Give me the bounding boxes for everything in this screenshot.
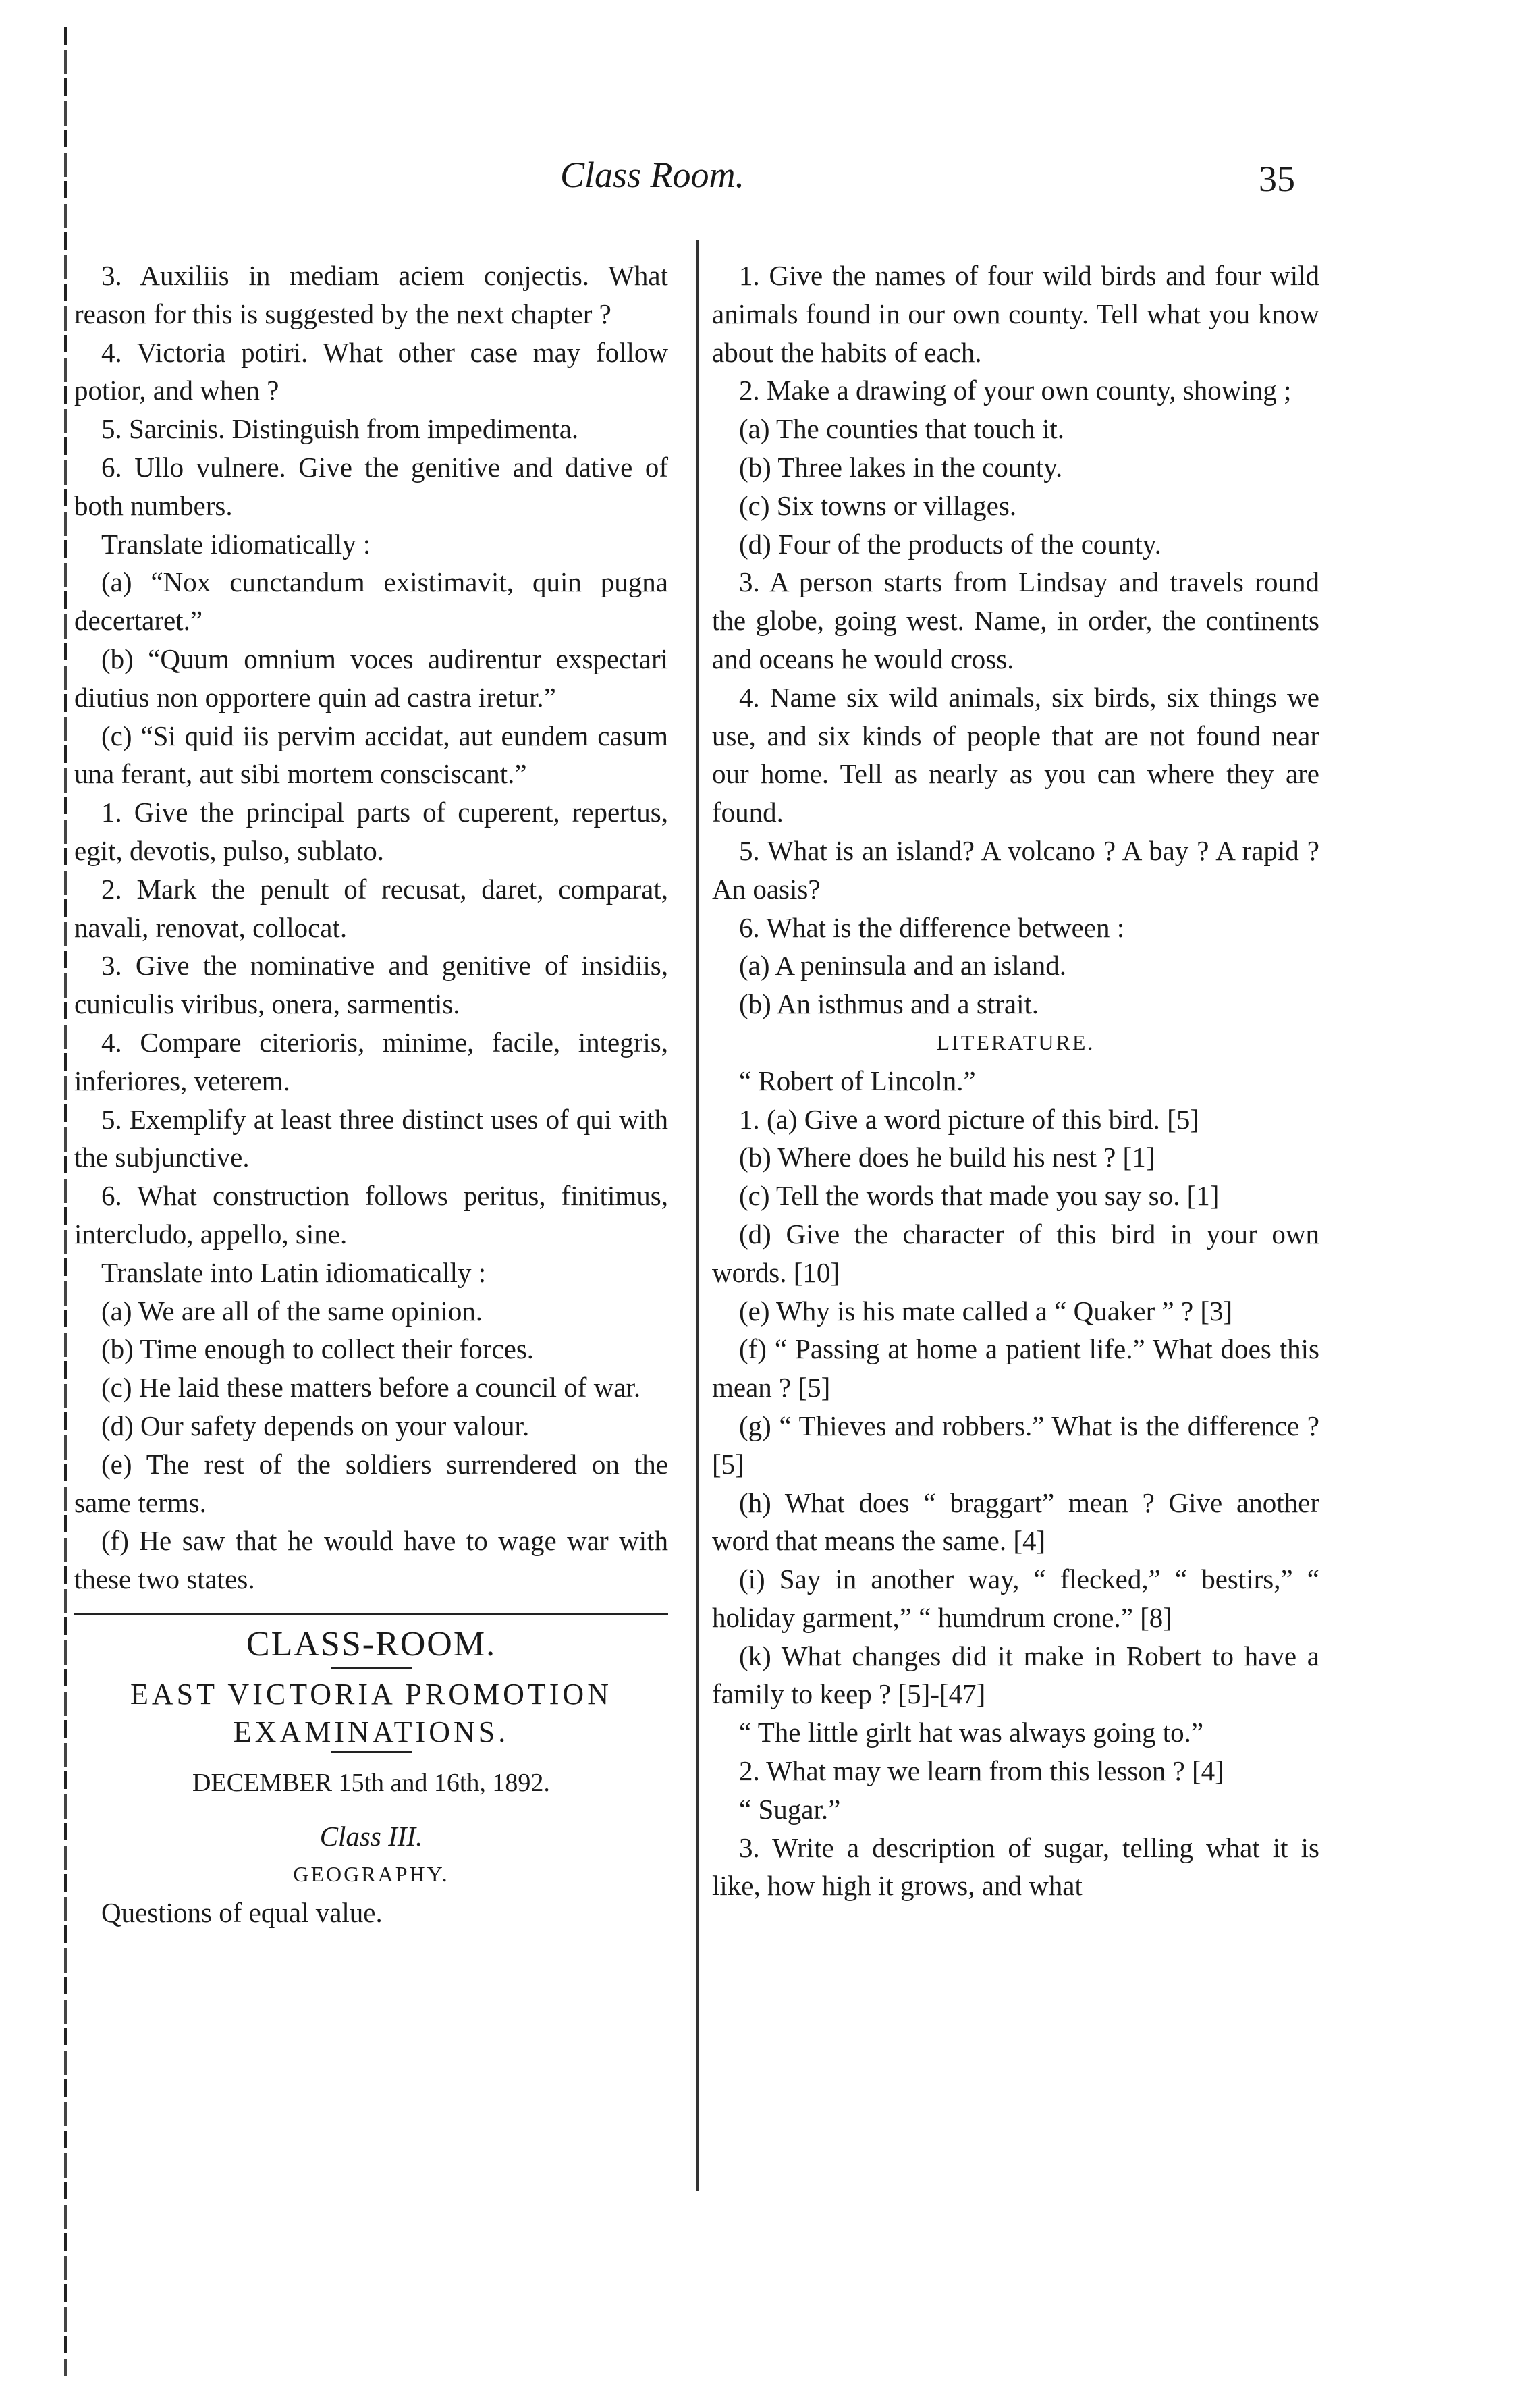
paragraph: Questions of equal value.	[101, 1897, 383, 1929]
exam-date: DECEMBER 15th and 16th, 1892.	[192, 1768, 550, 1797]
paragraph: “ Sugar.”	[739, 1793, 841, 1825]
paragraph: (d) Our safety depends on your valour.	[101, 1410, 530, 1441]
paragraph: 2. What may we learn from this lesson ? [4]	[739, 1755, 1224, 1787]
paragraph: (g) “ Thieves and robbers.” What is the difference ? [5]	[712, 1410, 1319, 1480]
paragraph: (c) Six towns or villages.	[739, 489, 1017, 521]
paragraph: 6. What is the difference between :	[739, 911, 1125, 943]
paragraph: 4. Victoria potiri. What other case may follow potior, and when ?	[74, 336, 668, 406]
paragraph: 6. What construction follows peritus, finitimus, intercludo, appello, sine.	[74, 1180, 668, 1250]
subject-heading: GEOGRAPHY.	[293, 1862, 449, 1887]
paragraph: (a) The counties that touch it.	[739, 413, 1064, 445]
paragraph: (f) He saw that he would have to wage war with these two states.	[74, 1525, 668, 1595]
right-column	[712, 257, 1319, 1905]
paragraph: (i) Say in another way, “ flecked,” “ bestirs,” “ holiday garment,” “ humdrum crone.” [8]	[712, 1563, 1319, 1633]
exam-title: EAST VICTORIA PROMOTION EXAMINATIONS.	[130, 1677, 612, 1748]
paragraph: (k) What changes did it make in Robert to have a family to keep ? [5]-[47]	[712, 1640, 1319, 1710]
paragraph: (h) What does “ braggart” mean ? Give another word that means the same. [4]	[712, 1487, 1319, 1557]
paragraph: (e) The rest of the soldiers surrendered on the same terms.	[74, 1448, 668, 1518]
paragraph: (b) “Quum omnium voces audirentur exspectari diutius non opportere quin ad castra iretur.”	[74, 643, 668, 713]
class-label: Class III.	[319, 1820, 423, 1852]
section-rule	[331, 1751, 412, 1753]
paragraph: “ Robert of Lincoln.”	[739, 1065, 976, 1096]
paragraph: (b) Where does he build his nest ? [1]	[739, 1142, 1155, 1173]
paragraph: (c) He laid these matters before a council of war.	[101, 1372, 641, 1403]
paragraph: 3. Auxiliis in mediam aciem conjectis. What reason for this is suggested by the next chapter ?	[74, 260, 668, 329]
section-rule	[331, 1667, 412, 1669]
page-header	[0, 147, 1532, 208]
running-title: Class Room.	[560, 155, 745, 195]
paragraph: 6. Ullo vulnere. Give the genitive and dative of both numbers.	[74, 451, 668, 521]
paragraph: (a) We are all of the same opinion.	[101, 1295, 483, 1327]
paragraph: (a) “Nox cunctandum existimavit, quin pugna decertaret.”	[74, 566, 668, 637]
paragraph: 5. What is an island? A volcano ? A bay ? A rapid ? An oasis?	[712, 834, 1319, 905]
literature-heading: LITERATURE.	[936, 1029, 1095, 1054]
paragraph: 5. Exemplify at least three distinct uses of qui with the subjunctive.	[74, 1103, 668, 1173]
paragraph: 3. Write a description of sugar, telling what it is like, how high it grows, and what	[712, 1831, 1319, 1902]
paragraph: 1. Give the principal parts of cuperent, repertus, egit, devotis, pulso, sublato.	[74, 797, 668, 866]
paragraph: 4. Name six wild animals, six birds, six things we use, and six kinds of people that are not found near our home. Tell as nearly as you can where they are found.	[712, 681, 1319, 828]
paragraph: “ The little girlt hat was always going to.”	[739, 1717, 1204, 1748]
paragraph: (d) Give the character of this bird in your own words. [10]	[712, 1218, 1319, 1288]
section-title: CLASS-ROOM.	[246, 1624, 497, 1663]
left-column	[74, 257, 668, 1932]
paragraph: 3. A person starts from Lindsay and travels round the globe, going west. Name, in order, the continents and oceans he would cross.	[712, 566, 1319, 674]
paragraph: Translate into Latin idiomatically :	[101, 1256, 487, 1288]
paragraph: 4. Compare citerioris, minime, facile, integris, inferiores, veterem.	[74, 1026, 668, 1096]
paragraph: 1. (a) Give a word picture of this bird. [5]	[739, 1103, 1199, 1135]
paragraph: 2. Make a drawing of your own county, showing ;	[739, 375, 1292, 406]
paragraph: 1. Give the names of four wild birds and four wild animals found in our own county. Tell what you know about the habits of each.	[712, 260, 1319, 368]
paragraph: (b) Time enough to collect their forces.	[101, 1333, 535, 1365]
paragraph: (d) Four of the products of the county.	[739, 528, 1161, 560]
paragraph: (c) Tell the words that made you say so. [1]	[739, 1180, 1220, 1212]
section-rule	[74, 1613, 668, 1615]
paragraph: Translate idiomatically :	[101, 528, 371, 560]
paragraph: 3. Give the nominative and genitive of insidiis, cuniculis viribus, onera, sarmentis.	[74, 950, 668, 1020]
paragraph: 5. Sarcinis. Distinguish from impedimenta.	[101, 413, 579, 445]
paragraph: (b) Three lakes in the county.	[739, 451, 1063, 483]
paragraph: (c) “Si quid iis pervim accidat, aut eundem casum una ferant, aut sibi mortem consciscant.”	[74, 720, 668, 790]
paragraph: (f) “ Passing at home a patient life.” What does this mean ? [5]	[712, 1333, 1319, 1403]
paragraph: 2. Mark the penult of recusat, daret, comparat, navali, renovat, collocat.	[74, 873, 668, 943]
margin-scan-edge	[64, 27, 67, 2376]
page-number: 35	[1259, 159, 1295, 199]
column-divider	[696, 240, 699, 2191]
paragraph: (e) Why is his mate called a “ Quaker ” ? [3]	[739, 1295, 1233, 1327]
paragraph: (a) A peninsula and an island.	[739, 950, 1067, 982]
paragraph: (b) An isthmus and a strait.	[739, 988, 1039, 1020]
